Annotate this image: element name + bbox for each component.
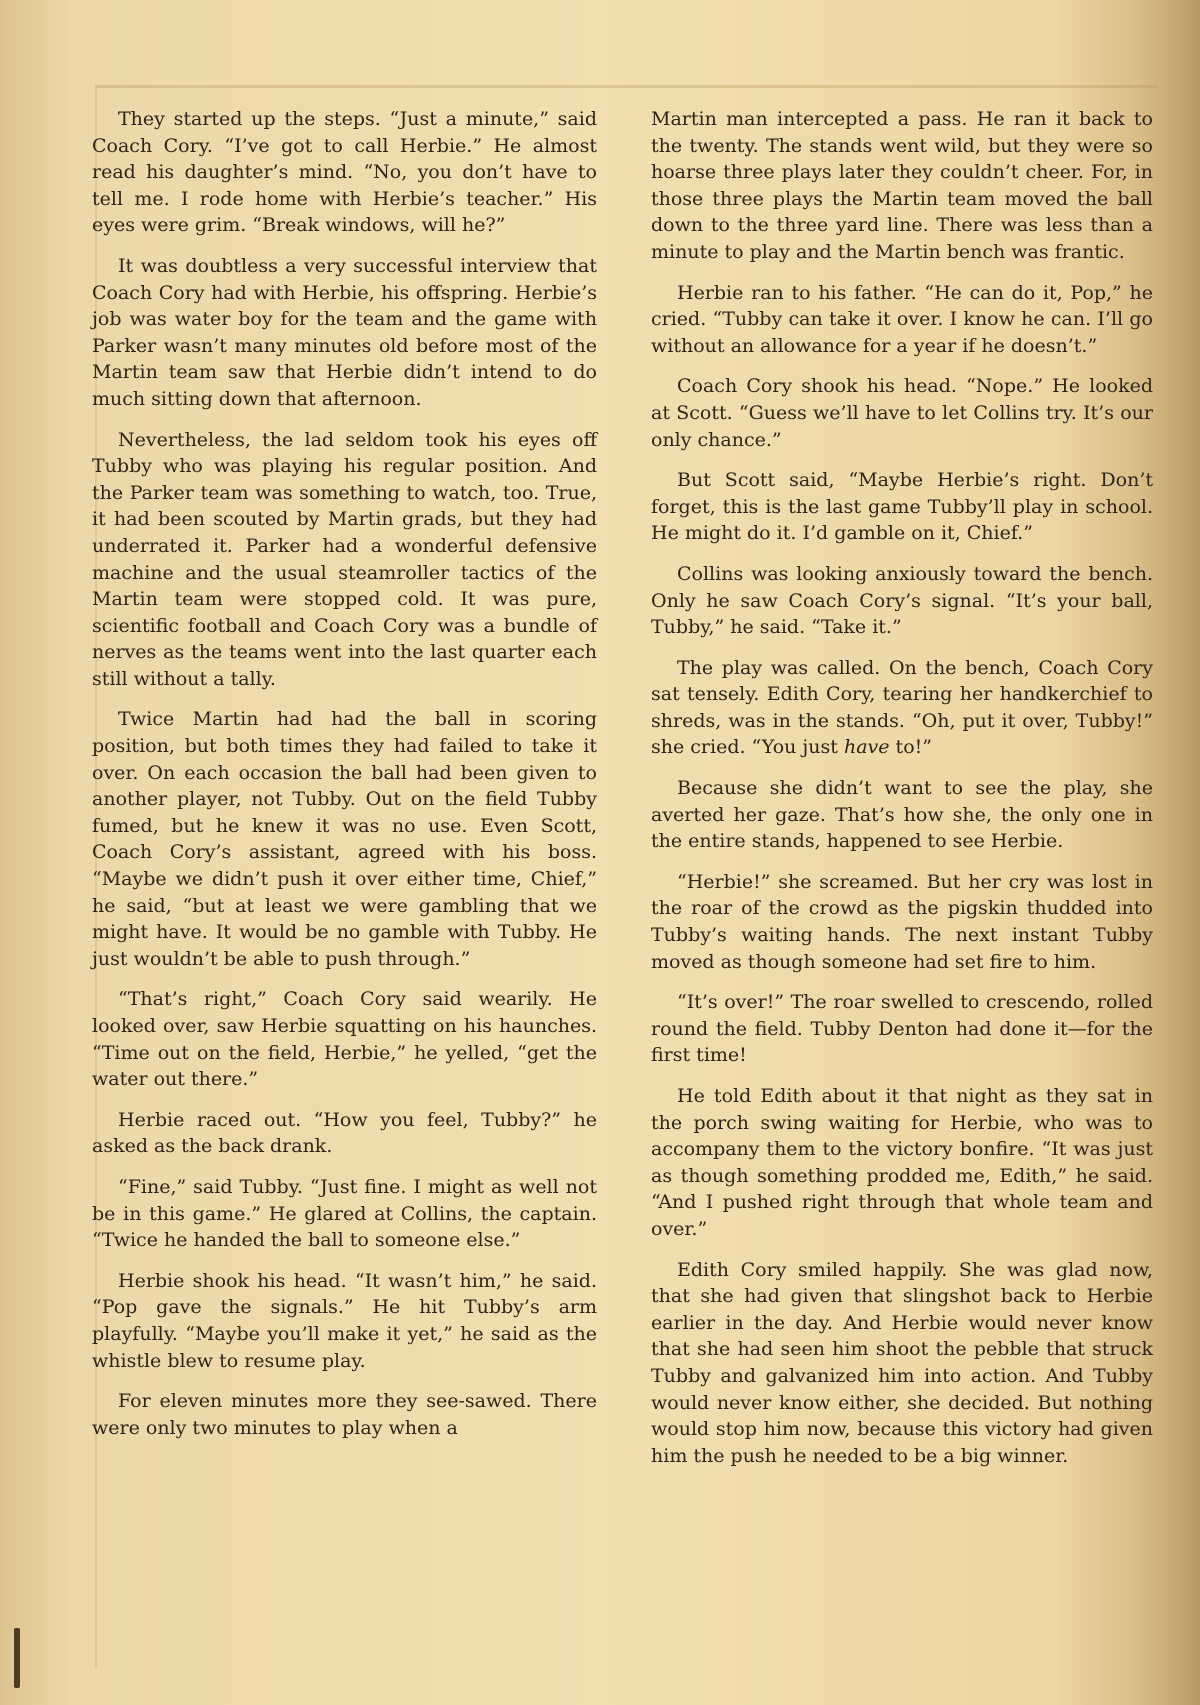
right-text-column: [651, 106, 1153, 1483]
paragraph: For eleven minutes more they see-sawed. There were only two minutes to play when a: [92, 1390, 597, 1439]
paragraph-play-called: [651, 655, 1153, 761]
text-span: to!”: [889, 736, 932, 759]
emphasis-have: have: [843, 736, 890, 759]
paragraph: Nevertheless, the lad seldom took his eyes off Tubby who was playing his regular position. And the Parker team was something to watch, too. True, it had been scouted by Martin grads, but they had underrated it. Parker had a wonderful defensive machine and the usual steamroller tactics of the Martin team were stopped cold. It was pure, scientific football and Coach Cory was a bundle of nerves as the teams went into the last quarter each still without a tally.: [92, 428, 597, 690]
paragraph: Herbie shook his head. “It wasn’t him,” he said. “Pop gave the signals.” He hit Tubby’s arm playfully. “Maybe you’ll make it yet,” he said as the whistle blew to resume play.: [92, 1269, 597, 1372]
paragraph: “It’s over!” The roar swelled to crescendo, rolled round the field. Tubby Denton had done it—for the first time!: [651, 991, 1153, 1067]
paragraph: “Herbie!” she screamed. But her cry was lost in the roar of the crowd as the pigskin thudded into Tubby’s waiting hands. The next instant Tubby moved as though someone had set fire to him.: [651, 870, 1153, 973]
paragraph: Herbie ran to his father. “He can do it, Pop,” he cried. “Tubby can take it over. I know he can. I’ll go without an allowance for a year if he doesn’t.”: [651, 281, 1153, 357]
paragraph: But Scott said, “Maybe Herbie’s right. Don’t forget, this is the last game Tubby’ll play in school. He might do it. I’d gamble on it, Chief.”: [651, 469, 1153, 545]
paragraph: Because she didn’t want to see the play, she averted her gaze. That’s how she, the only one in the entire stands, happened to see Herbie.: [651, 777, 1153, 853]
paragraph: “Fine,” said Tubby. “Just fine. I might as well not be in this game.” He glared at Collins, the captain. “Twice he handed the ball to someone else.”: [92, 1175, 597, 1252]
paragraph: “That’s right,” Coach Cory said wearily. He looked over, saw Herbie squatting on his haunches. “Time out on the field, Herbie,” he yelled, “get the water out there.”: [92, 988, 597, 1091]
left-text-column: [92, 106, 597, 1455]
paragraph: They started up the steps. “Just a minute,” said Coach Cory. “I’ve got to call Herbie.” He almost read his daughter’s mind. “No, you don’t have to tell me. I rode home with Herbie’s teacher.” His eyes were grim. “Break windows, will he?”: [92, 108, 597, 237]
paragraph: Coach Cory shook his head. “Nope.” He looked at Scott. “Guess we’ll have to let Collins try. It’s our only chance.”: [651, 375, 1153, 451]
paragraph: Edith Cory smiled happily. She was glad now, that she had given that slingshot back to Herbie earlier in the day. And Herbie would never know that she had seen him shoot the pebble that struck Tubby and galvanized him into action. And Tubby would never know either, she decided. But nothing would stop him now, because this victory had given him the push he needed to be a big winner.: [651, 1258, 1153, 1467]
paragraph: It was doubtless a very successful interview that Coach Cory had with Herbie, his offspring. Herbie’s job was water boy for the team and the game with Parker wasn’t many minutes old before most of the Martin team saw that Herbie didn’t intend to do much sitting down that afternoon.: [92, 254, 597, 410]
continued-paragraph: Martin man intercepted a pass. He ran it back to the twenty. The stands went wild, but they were so hoarse three plays later they couldn’t cheer. For, in those three plays the Martin team moved the ball down to the three yard line. There was less than a minute to play and the Martin bench was frantic.: [651, 108, 1153, 263]
paragraph: Herbie raced out. “How you feel, Tubby?” he asked as the back drank.: [92, 1108, 597, 1158]
text-span: The play was called. On the bench, Coach Cory sat tensely. Edith Cory, tearing her handkerchief to shreds, was in the stands. “Oh, put it over, Tubby!” she cried. “You just: [651, 656, 1153, 759]
binding-mark: [14, 1628, 20, 1688]
paragraph: Collins was looking anxiously toward the bench. Only he saw Coach Cory’s signal. “It’s your ball, Tubby,” he said. “Take it.”: [651, 562, 1153, 639]
paragraph: Twice Martin had had the ball in scoring position, but both times they had failed to take it over. On each occasion the ball had been given to another player, not Tubby. Out on the field Tubby fumed, but he knew it was no use. Even Scott, Coach Cory’s assistant, agreed with his boss. “Maybe we didn’t push it over either time, Chief,” he said, “but at least we were gambling that we might have. It would be no gamble with Tubby. He just wouldn’t be able to push through.”: [92, 708, 597, 970]
paragraph: He told Edith about it that night as they sat in the porch swing waiting for Herbie, who was to accompany them to the victory bonfire. “It was just as though something prodded me, Edith,” he said. “And I pushed right through that whole team and over.”: [651, 1085, 1153, 1240]
